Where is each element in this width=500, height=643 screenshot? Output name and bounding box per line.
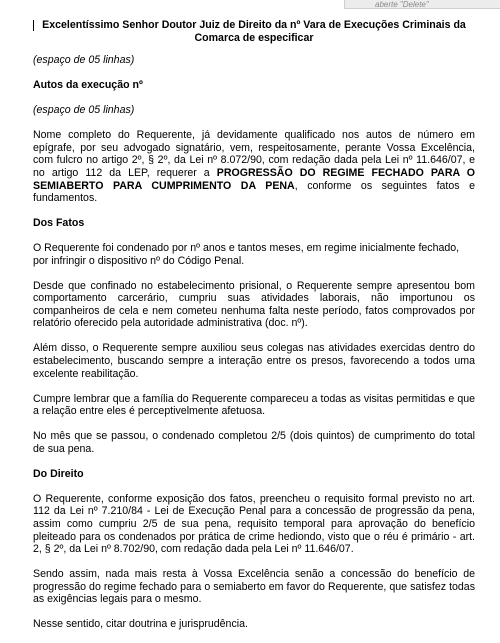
facts-paragraph: No mês que se passou, o condenado completou 2/5 (dois quintos) de cumprimento do total de sua pena. [33,430,475,455]
text-cursor [33,20,34,31]
facts-paragraph: Além disso, o Requerente sempre auxiliou seus colegas nas atividades exercidas dentro do estabelecimento, buscando sempre a interação entre os presos, favorecendo a todos uma excelente reabilitação. [33,342,475,380]
facts-paragraph: Desde que confinado no estabelecimento prisional, o Requerente sempre apresentou bom comportamento carcerário, cumpriu suas atividades laborais, não importunou os companheiros de cela e nem cometeu nenhuma falta neste período, fatos comprovados por relatório oferecido pela autoridade administrativa (doc. nº). [33,279,475,330]
case-number-heading: Autos da execução nº [33,79,143,92]
intro-paragraph [33,129,475,205]
facts-heading: Dos Fatos [33,217,85,230]
law-heading: Do Direito [33,467,84,480]
intro-request: PROGRESSÃO DO REGIME FECHADO PARA O SEMIABERTO PARA CUMPRIMENTO DA PENA [33,166,476,192]
law-paragraph: Nesse sentido, citar doutrina e jurisprudência. [33,618,248,631]
law-paragraph: Sendo assim, nada mais resta à Vossa Excelência senão a concessão do benefício de progressão do regime fechado para o semiaberto em favor do Requerente, que satisfez todas as exigências legais para o mesmo. [33,568,475,606]
space-note: (espaço de 05 linhas) [33,104,135,117]
delete-tooltip: aberte "Delete" [344,0,500,9]
facts-paragraph: Cumpre lembrar que a família do Requerente compareceu a todas as visitas permitidas e que a relação entre eles é perceptivelmente afetuosa. [33,392,475,418]
document-title[interactable] [33,19,475,44]
space-note: (espaço de 05 linhas) [33,54,135,67]
document-page [33,19,475,643]
intro-text: , conforme os seguintes fatos e fundamentos. [33,179,476,205]
law-paragraph: O Requerente, conforme exposição dos fatos, preencheu o requisito formal previsto no art. 112 da Lei nº 7.210/84 - Lei de Execução Penal para a concessão de progressão da pena, assim como cumpriu 2/5 de sua pena, requisito temporal para aprovação do benefício pleiteado para os condenados por prática de crime hediondo, visto que o réu é primário - art. 2, § 2º, da Lei nº 8.702/90, com redação dada pela Lei nº 11.646/07. [33,492,475,556]
document-title-text: Excelentíssimo Senhor Doutor Juiz de Direito da nº Vara de Execuções Criminais da Comarca de especificar [42,19,466,44]
intro-text: Nome completo do Requerente, já devidamente qualificado nos autos de número em epígrafe, por seu advogado signatário, vem, respeitosamente, perante Vossa Excelência, com fulcro no artigo 2º, § 2º, da Lei nº 8.072/90, com redação dada pela Lei nº 11.646/07, e no artigo 112 da LEP, requerer a [33,129,475,179]
facts-paragraph: O Requerente foi condenado por nº anos e tantos meses, em regime inicialmente fechado, por infringir o dispositivo nº do Código Penal. [33,242,460,267]
